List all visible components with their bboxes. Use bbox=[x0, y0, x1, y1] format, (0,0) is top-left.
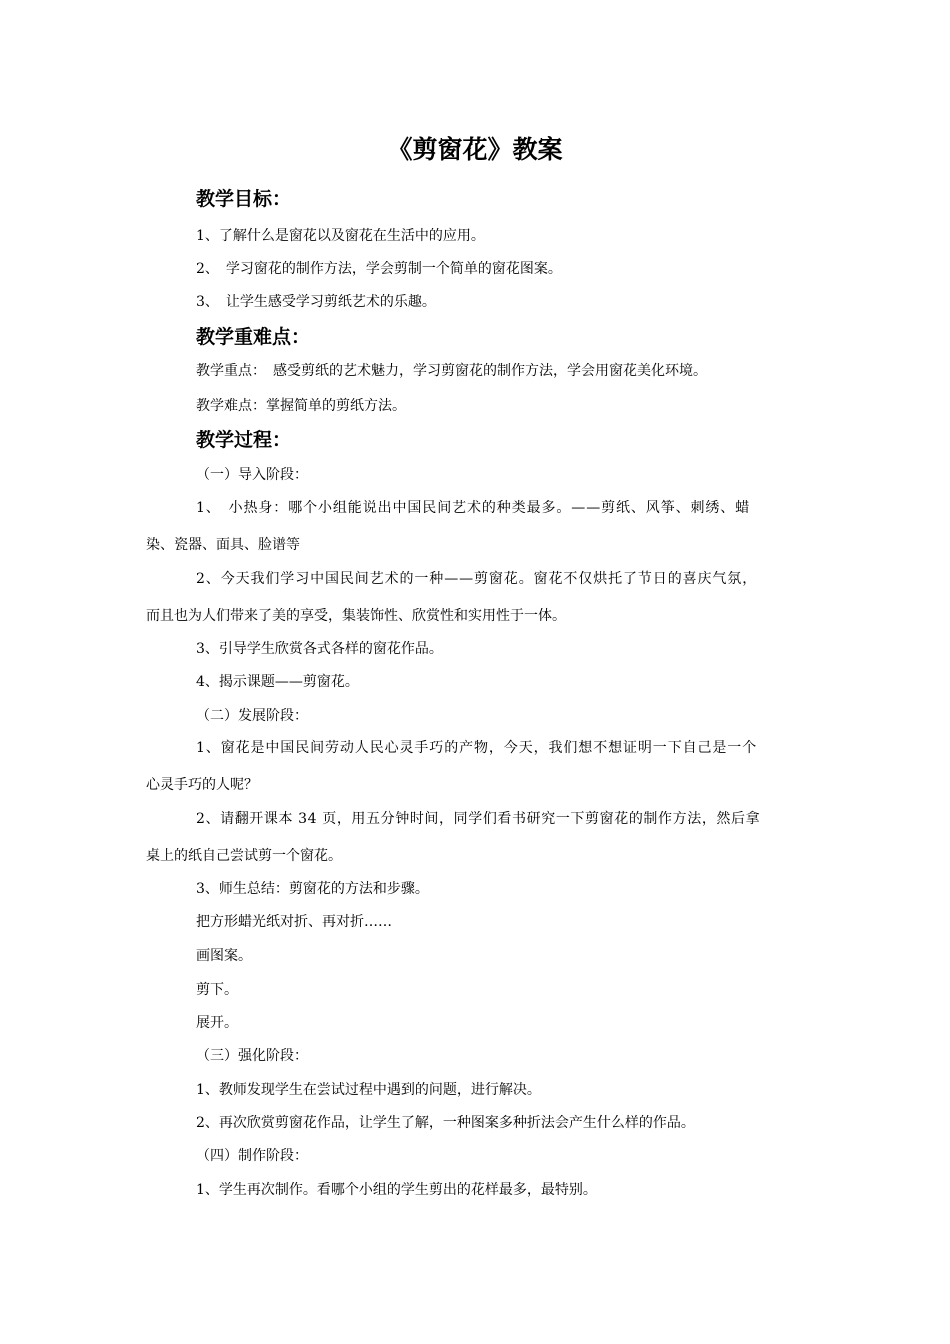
stage2-step-1: 把方形蜡光纸对折、再对折…… bbox=[196, 914, 392, 930]
goal-item-3: 3、 让学生感受学习剪纸艺术的乐趣。 bbox=[196, 294, 436, 310]
key-difficulty: 教学难点：掌握简单的剪纸方法。 bbox=[196, 398, 406, 414]
stage4-p1: 1、学生再次制作。看哪个小组的学生剪出的花样最多，最特别。 bbox=[196, 1182, 597, 1198]
stage4-label: （四）制作阶段： bbox=[196, 1148, 308, 1164]
heading-goals: 教学目标： bbox=[196, 188, 292, 210]
stage1-label: （一）导入阶段： bbox=[196, 467, 308, 483]
stage2-p1-line2: 心灵手巧的人呢？ bbox=[146, 777, 258, 793]
heading-key-points: 教学重难点： bbox=[196, 326, 311, 348]
stage1-p3: 3、引导学生欣赏各式各样的窗花作品。 bbox=[196, 641, 443, 657]
stage2-step-4: 展开。 bbox=[196, 1015, 238, 1031]
stage2-p3: 3、师生总结：剪窗花的方法和步骤。 bbox=[196, 881, 429, 897]
stage2-step-3: 剪下。 bbox=[196, 982, 238, 998]
document-title: 《剪窗花》教案 bbox=[387, 135, 563, 164]
stage3-label: （三）强化阶段： bbox=[196, 1048, 308, 1064]
stage1-p4: 4、揭示课题——剪窗花。 bbox=[196, 674, 359, 690]
stage3-p1: 1、教师发现学生在尝试过程中遇到的问题，进行解决。 bbox=[196, 1082, 541, 1098]
key-focus: 教学重点： 感受剪纸的艺术魅力，学习剪窗花的制作方法，学会用窗花美化环境。 bbox=[196, 363, 707, 379]
stage2-label: （二）发展阶段： bbox=[196, 708, 308, 724]
goal-item-2: 2、 学习窗花的制作方法，学会剪制一个简单的窗花图案。 bbox=[196, 261, 562, 277]
stage1-p1-line2: 染、瓷器、面具、脸谱等 bbox=[146, 537, 300, 553]
stage2-p2-line2: 桌上的纸自己尝试剪一个窗花。 bbox=[146, 848, 342, 864]
goal-item-1: 1、了解什么是窗花以及窗花在生活中的应用。 bbox=[196, 228, 485, 244]
stage2-step-2: 画图案。 bbox=[196, 948, 252, 964]
heading-process: 教学过程： bbox=[196, 429, 292, 451]
stage1-p2-line2: 而且也为人们带来了美的享受，集装饰性、欣赏性和实用性于一体。 bbox=[146, 608, 566, 624]
stage2-p1-line1: 1、窗花是中国民间劳动人民心灵手巧的产物，今天，我们想不想证明一下自己是一个 bbox=[196, 740, 758, 756]
stage2-p2-line1: 2、请翻开课本 34 页，用五分钟时间，同学们看书研究一下剪窗花的制作方法，然后拿 bbox=[196, 811, 761, 827]
stage3-p2: 2、再次欣赏剪窗花作品，让学生了解，一种图案多种折法会产生什么样的作品。 bbox=[196, 1115, 695, 1131]
stage1-p1-line1: 1、 小热身：哪个小组能说出中国民间艺术的种类最多。——剪纸、风筝、刺绣、蜡 bbox=[196, 500, 751, 516]
stage1-p2-line1: 2、今天我们学习中国民间艺术的一种——剪窗花。窗花不仅烘托了节日的喜庆气氛， bbox=[196, 571, 758, 587]
